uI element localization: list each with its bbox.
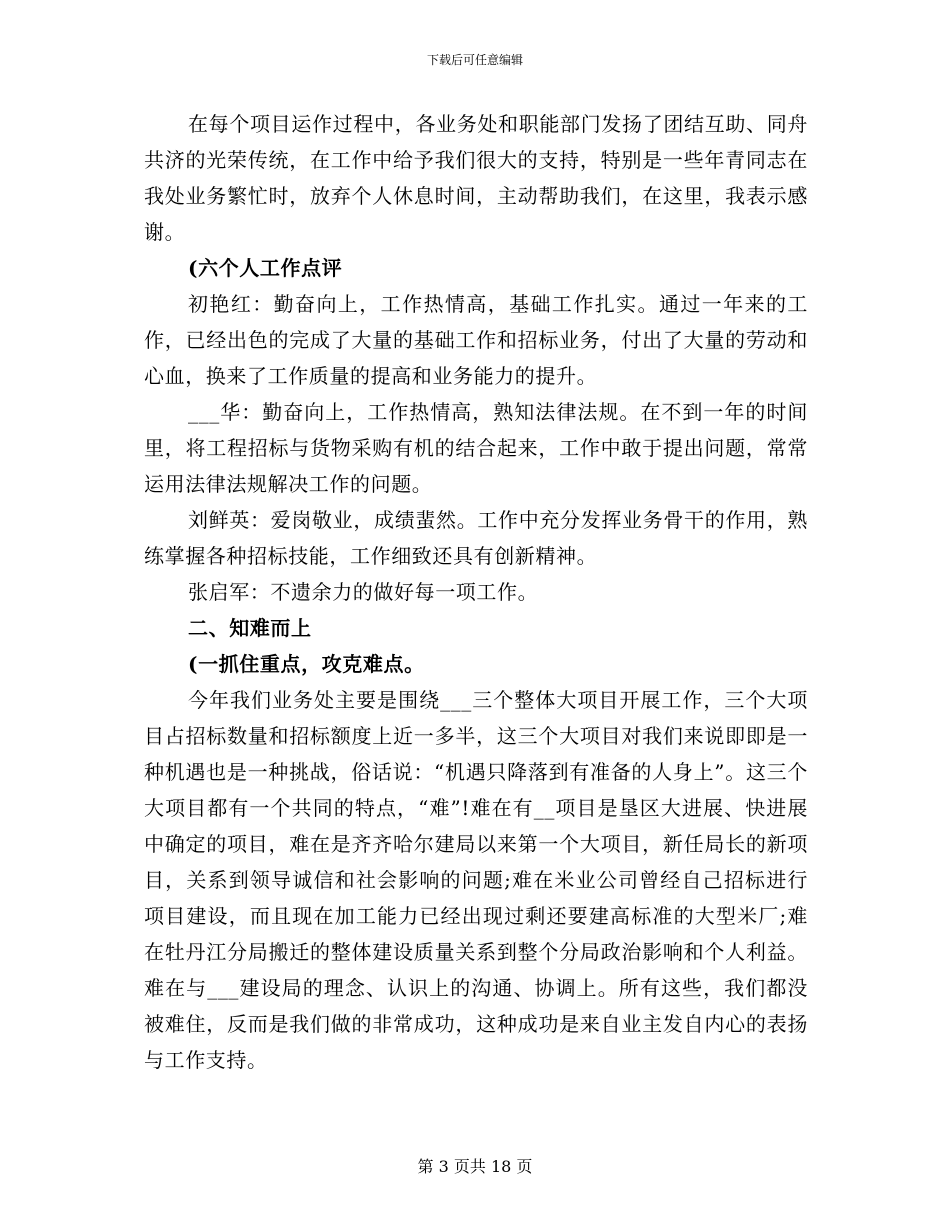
paragraph-review-hua: ___华：勤奋向上，工作热情高，熟知法律法规。在不到一年的时间里，将工程招标与货物采购有机的结合起来，工作中敢于提出问题，常常运用法律法规解决工作的问题。 (144, 400, 808, 496)
paragraph-major-projects: 今年我们业务处主要是围绕___三个整体大项目开展工作，三个大项目占招标数量和招标额度上近一多半，这三个大项目对我们来说即即是一种机遇也是一种挑战，俗话说：“机遇只降落到有准备的人身上”。这三个大项目都有一个共同的特点，“难”!难在有__项目是垦区大进展、快进展中确定的项目，难在是齐齐哈尔建局以来第一个大项目，新任局长的新项目，关系到领导诚信和社会影响的问题;难在米业公司曾经自己招标进行项目建设，而且现在加工能力已经出现过剩还要建高标准的大型米厂;难在牡丹江分局搬迁的整体建设质量关系到整个分局政治影响和个人利益。难在与___建设局的理念、认识上的沟通、协调上。所有这些，我们都没被难住，反而是我们做的非常成功，这种成功是来自业主发自内心的表扬与工作支持。 (144, 688, 808, 1072)
page-number: 第 3 页共 18 页 (417, 1157, 533, 1176)
paragraph-review-liu: 刘鲜英：爱岗敬业，成绩蜚然。工作中充分发挥业务骨干的作用，熟练掌握各种招标技能，工作细致还具有创新精神。 (144, 508, 808, 568)
heading-personal-review: (六个人工作点评 (188, 256, 343, 280)
paragraph-review-chu: 初艳红：勤奋向上，工作热情高，基础工作扎实。通过一年来的工作，已经出色的完成了大量的基础工作和招标业务，付出了大量的劳动和心血，换来了工作质量的提高和业务能力的提升。 (144, 292, 808, 388)
paragraph-support-thanks: 在每个项目运作过程中，各业务处和职能部门发扬了团结互助、同舟共济的光荣传统，在工作中给予我们很大的支持，特别是一些年青同志在我处业务繁忙时，放弃个人休息时间，主动帮助我们，在这里，我表示感谢。 (144, 112, 808, 244)
page-header-note: 下载后可任意编辑 (426, 53, 523, 67)
paragraph-review-zhang: 张启军：不遗余力的做好每一项工作。 (188, 580, 539, 604)
heading-section-two: 二、知难而上 (188, 616, 312, 640)
heading-subsection-one: (一抓住重点，攻克难点。 (188, 652, 425, 676)
document-body (144, 106, 808, 1078)
